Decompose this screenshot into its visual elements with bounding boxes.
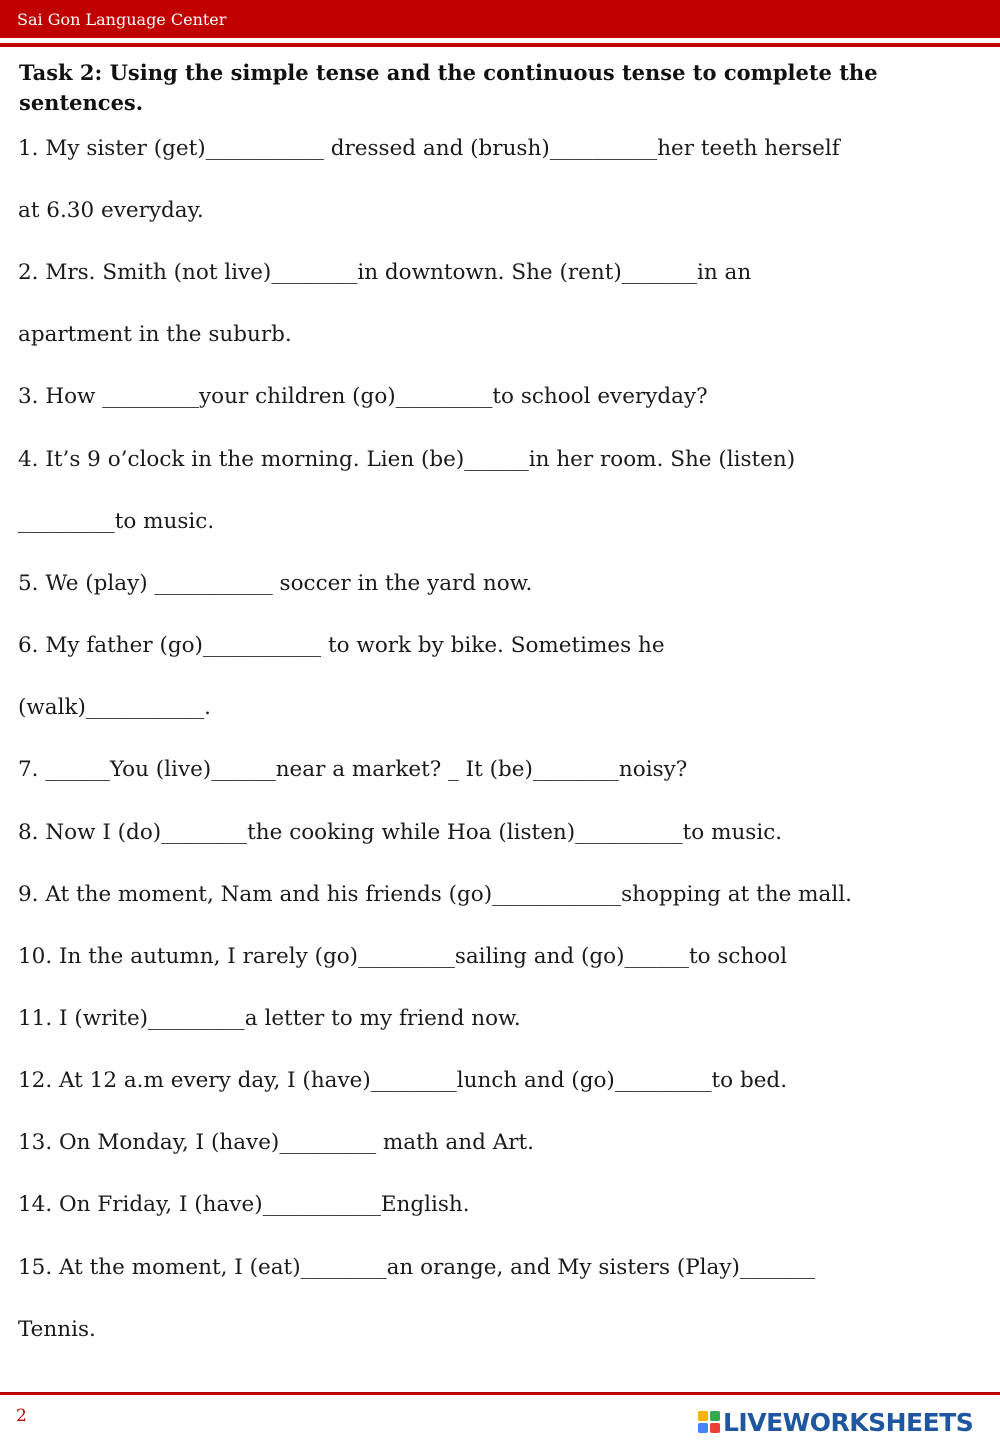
sentence-line: Tennis. — [18, 1317, 96, 1342]
sentence-line: 5. We (play) ___________ soccer in the yard now. — [18, 571, 533, 596]
liveworksheets-brand — [698, 1405, 973, 1439]
sentence-line: apartment in the suburb. — [18, 322, 292, 347]
sentence-line: 2. Mrs. Smith (not live)________in downtown. She (rent)_______in an — [18, 260, 752, 285]
sentence-line: 13. On Monday, I (have)_________ math and Art. — [18, 1130, 534, 1155]
liveworksheets-logo-icon — [698, 1411, 720, 1433]
brand-text: LIVEWORKSHEETS — [723, 1407, 974, 1437]
sentence-line: 12. At 12 a.m every day, I (have)________lunch and (go)_________to bed. — [18, 1068, 788, 1093]
sentence-line: 7. ______You (live)______near a market? _ It (be)________noisy? — [18, 757, 688, 782]
footer-divider — [0, 1392, 1000, 1395]
sentence-line: 10. In the autumn, I rarely (go)_________sailing and (go)______to school — [18, 944, 788, 969]
sentence-line: 8. Now I (do)________the cooking while Hoa (listen)__________to music. — [18, 820, 783, 845]
sentence-line: 9. At the moment, Nam and his friends (go)____________shopping at the mall. — [18, 882, 852, 907]
page-number: 2 — [16, 1406, 27, 1426]
sentence-line: 4. It’s 9 o’clock in the morning. Lien (be)______in her room. She (listen) — [18, 447, 796, 472]
sentence-line: 11. I (write)_________a letter to my friend now. — [18, 1006, 521, 1031]
sentence-line: 1. My sister (get)___________ dressed and (brush)__________her teeth herself — [18, 136, 840, 161]
sentence-line: 3. How _________your children (go)_________to school everyday? — [18, 384, 708, 409]
sentence-line: 6. My father (go)___________ to work by bike. Sometimes he — [18, 633, 665, 658]
sentence-line: 14. On Friday, I (have)___________English. — [18, 1192, 470, 1217]
header-divider — [0, 43, 1000, 47]
sentence-line: at 6.30 everyday. — [18, 198, 204, 223]
sentence-line: (walk)___________. — [18, 695, 211, 720]
sentence-line: 15. At the moment, I (eat)________an orange, and My sisters (Play)_______ — [18, 1255, 816, 1280]
task-title: Task 2: Using the simple tense and the continuous tense to complete the sentences. — [19, 60, 878, 115]
header-title: Sai Gon Language Center — [17, 10, 227, 29]
sentence-line: _________to music. — [18, 509, 215, 534]
